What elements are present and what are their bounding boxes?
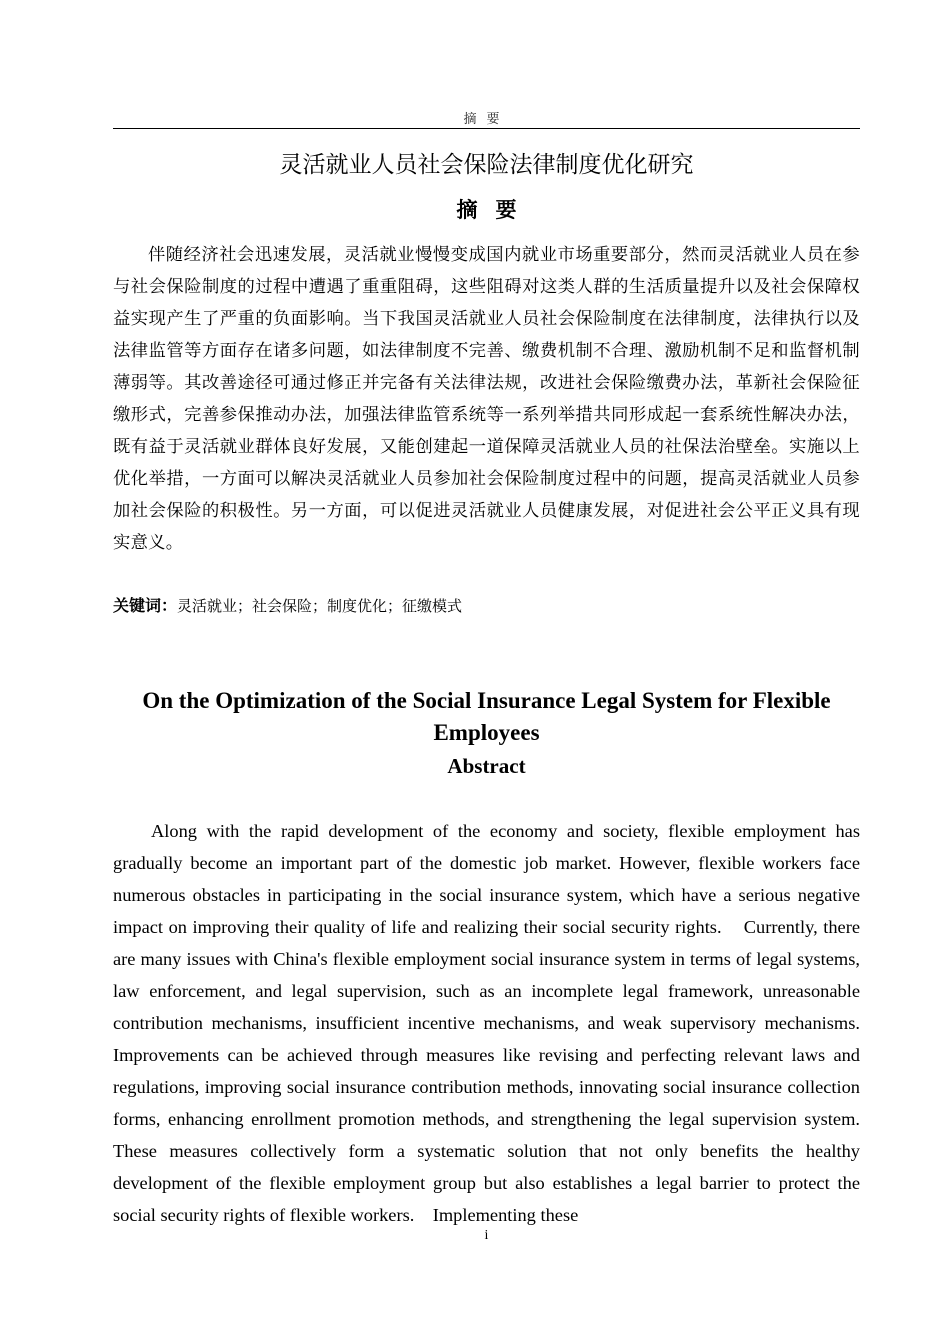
keywords-label: 关键词： bbox=[113, 596, 178, 615]
chinese-abstract-heading: 摘要 bbox=[456, 198, 535, 222]
chinese-abstract-body: 伴随经济社会迅速发展，灵活就业慢慢变成国内就业市场重要部分，然而灵活就业人员在参与社会保险制度的过程中遭遇了重重阻碍，这些阻碍对这类人群的生活质量提升以及社会保障权益实现产生了严重的负面影响。当下我国灵活就业人员社会保险制度在法律制度，法律执行以及法律监管等方面存在诸多问题，如法律制度不完善、缴费机制不合理、激励机制不足和监督机制薄弱等。其改善途径可通过修正并完备有关法律法规，改进社会保险缴费办法，革新社会保险征缴形式，完善参保推动办法，加强法律监管系统等一系列举措共同形成起一套系统性解决办法，既有益于灵活就业群体良好发展，又能创建起一道保障灵活就业人员的社保法治壁垒。实施以上优化举措，一方面可以解决灵活就业人员参加社会保险制度过程中的问题，提高灵活就业人员参加社会保险的积极性。另一方面，可以促进灵活就业人员健康发展，对促进社会公平正义具有现实意义。 bbox=[113, 245, 860, 553]
chinese-keywords bbox=[113, 594, 860, 618]
page-number: i bbox=[484, 1228, 489, 1243]
keywords-list: 灵活就业；社会保险；制度优化；征缴模式 bbox=[177, 597, 463, 615]
english-abstract-heading: Abstract bbox=[447, 754, 526, 778]
running-header: 摘要 bbox=[463, 112, 510, 127]
chinese-title: 灵活就业人员社会保险法律制度优化研究 bbox=[279, 152, 694, 178]
english-abstract-body: Along with the rapid development of the economy and society, flexible employment has gradually become an important part of the domestic job market. However, flexible workers face numerous obstacles in participating in the social insurance system, which have a serious negative impact on improving their quality of life and realizing their social security rights. Currently, there are many issues with China's flexible employment social insurance system in terms of legal systems, law enforcement, and legal supervision, such as an incomplete legal framework, unreasonable contribution mechanisms, insufficient incentive mechanisms, and weak supervisory mechanisms. Improvements can be achieved through measures like revising and perfecting relevant laws and regulations, improving social insurance contribution methods, innovating social insurance collection forms, enhancing enrollment promotion methods, and strengthening the legal supervision system. These measures collectively form a systematic solution that not only benefits the healthy development of the flexible employment group but also establishes a legal barrier to protect the social security rights of flexible workers. Implementing these bbox=[113, 821, 879, 1225]
english-title: On the Optimization of the Social Insurance Legal System for Flexible Employees bbox=[142, 688, 831, 745]
header-divider bbox=[113, 128, 860, 129]
